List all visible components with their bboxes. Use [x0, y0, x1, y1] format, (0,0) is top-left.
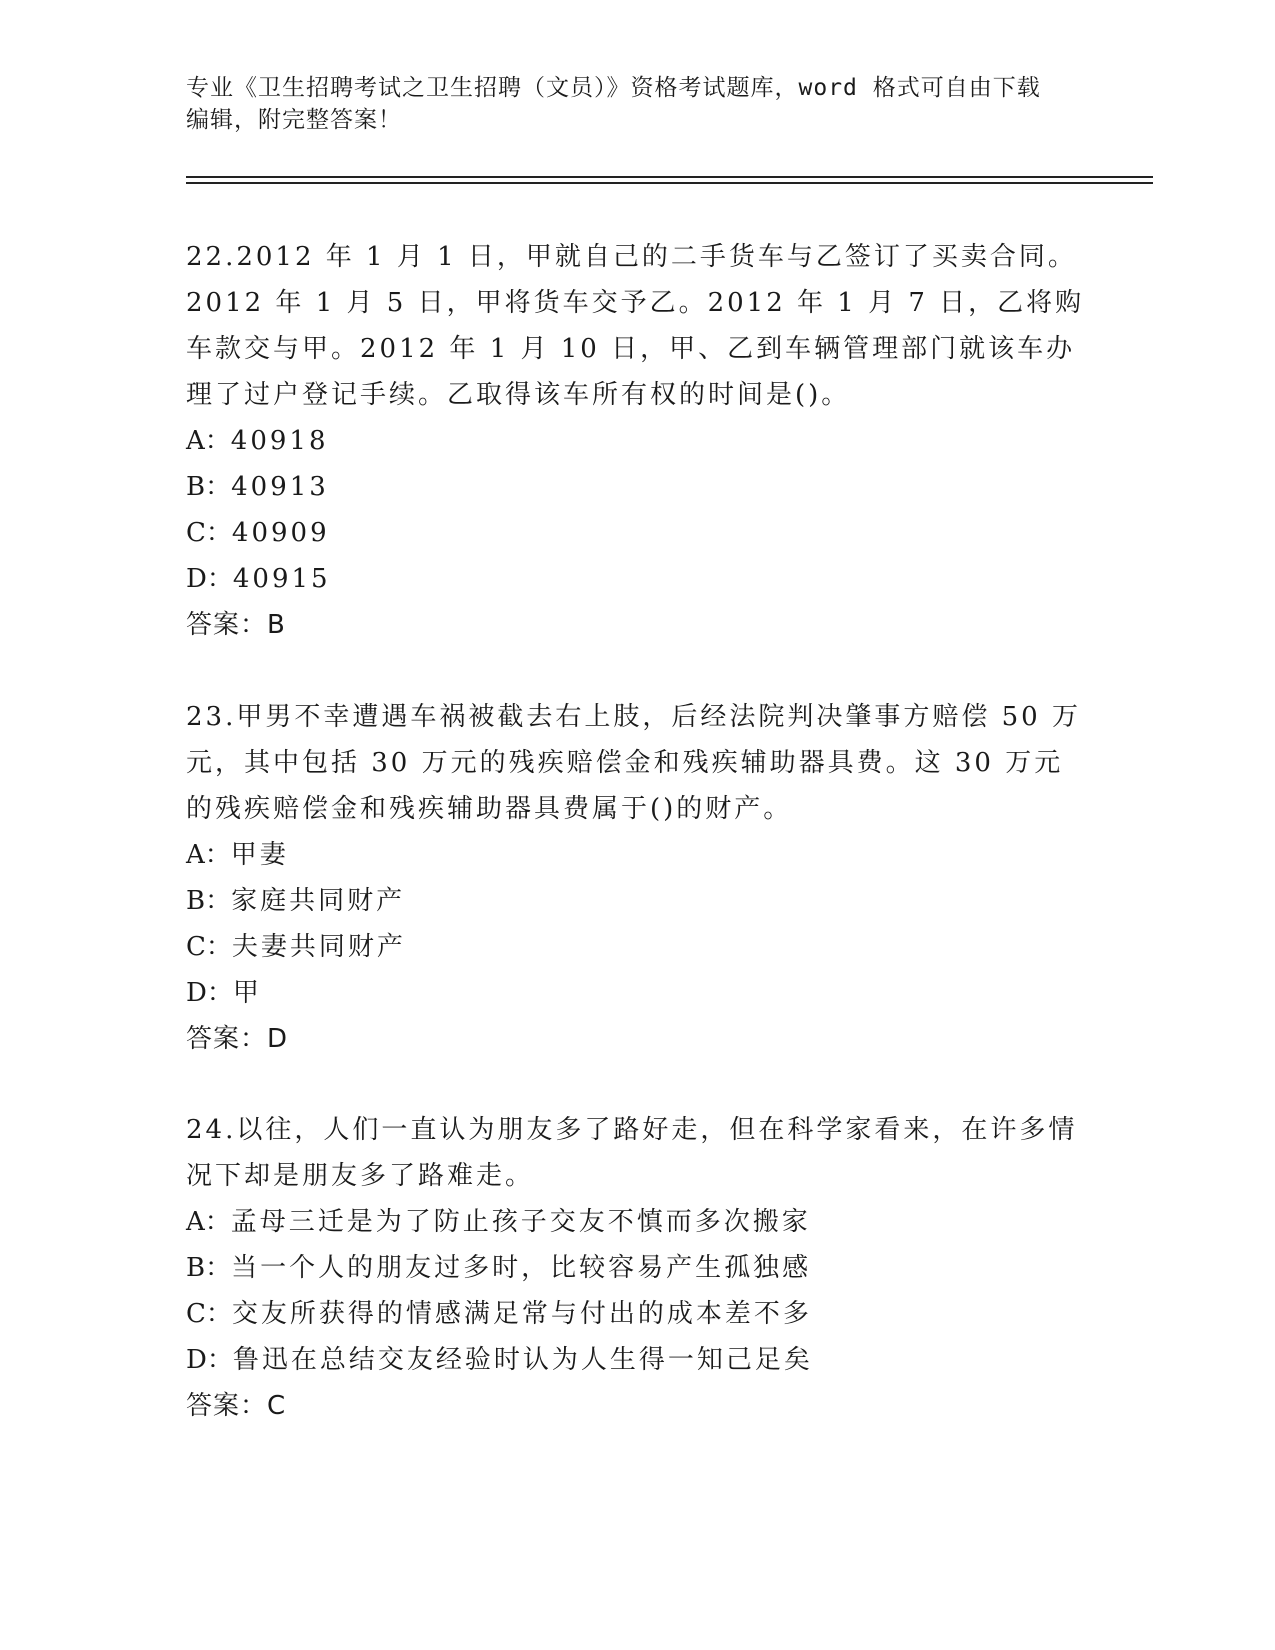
question-22: [186, 234, 1086, 648]
option-letter: C：: [186, 932, 232, 962]
question-23: [186, 694, 1086, 1062]
option-text: 甲妻: [230, 840, 289, 870]
answer-line: 答案：C: [186, 1391, 287, 1421]
option-d: [186, 1337, 1086, 1383]
option-text: 40918: [230, 426, 329, 456]
answer-line: 答案：D: [186, 1024, 289, 1054]
option-d: [186, 970, 1086, 1016]
option-text: 交友所获得的情感满足常与付出的成本差不多: [231, 1299, 812, 1329]
option-text: 当一个人的朋友过多时，比较容易产生孤独感: [231, 1253, 812, 1283]
option-letter: B：: [186, 472, 232, 502]
option-text: 鲁迅在总结交友经验时认为人生得一知己足矣: [232, 1345, 813, 1375]
option-letter: B：: [186, 1253, 232, 1283]
option-letter: C：: [186, 518, 232, 548]
option-letter: B：: [186, 886, 232, 916]
option-c: [186, 510, 1086, 556]
document-header: [186, 72, 1086, 136]
option-a: [186, 832, 1086, 878]
header-rule-top: [186, 176, 1153, 178]
option-text: 40909: [231, 518, 330, 548]
question-stem: 24.以往，人们一直认为朋友多了路好走，但在科学家看来，在许多情况下却是朋友多了路难走。: [186, 1115, 1078, 1191]
option-letter: C：: [186, 1299, 232, 1329]
option-a: [186, 418, 1086, 464]
option-letter: A：: [186, 1207, 231, 1237]
option-b: [186, 878, 1086, 924]
option-text: 孟母三迁是为了防止孩子交友不慎而多次搬家: [230, 1207, 811, 1237]
option-c: [186, 924, 1086, 970]
header-line-2: 编辑，附完整答案！: [186, 107, 402, 133]
question-24: [186, 1107, 1086, 1429]
header-line-1: 专业《卫生招聘考试之卫生招聘（文员）》资格考试题库，word 格式可自由下载: [186, 75, 1041, 101]
option-text: 家庭共同财产: [231, 886, 406, 916]
option-letter: D：: [186, 1345, 233, 1375]
option-b: [186, 1245, 1086, 1291]
header-rule-bottom: [186, 182, 1153, 184]
option-letter: A：: [186, 840, 231, 870]
option-letter: A：: [186, 426, 231, 456]
option-letter: D：: [186, 564, 233, 594]
option-text: 40913: [231, 472, 329, 502]
answer-line: 答案：B: [186, 610, 286, 640]
option-text: 40915: [232, 564, 331, 594]
option-text: 夫妻共同财产: [231, 932, 406, 962]
question-stem: 22.2012 年 1 月 1 日，甲就自己的二手货车与乙签订了买卖合同。2012 年 1 月 5 日，甲将货车交予乙。2012 年 1 月 7 日，乙将购车款交与甲。2012 年 1 月 10 日，甲、乙到车辆管理部门就该车办理了过户登记手续。乙取得该车所有权的时间是()。: [186, 242, 1085, 410]
option-text: 甲: [232, 978, 262, 1008]
option-c: [186, 1291, 1086, 1337]
option-b: [186, 464, 1086, 510]
option-letter: D：: [186, 978, 233, 1008]
option-a: [186, 1199, 1086, 1245]
option-d: [186, 556, 1086, 602]
question-stem: 23.甲男不幸遭遇车祸被截去右上肢，后经法院判决肇事方赔偿 50 万元，其中包括 30 万元的残疾赔偿金和残疾辅助器具费。这 30 万元的残疾赔偿金和残疾辅助器具费属于()的财产。: [186, 702, 1081, 824]
